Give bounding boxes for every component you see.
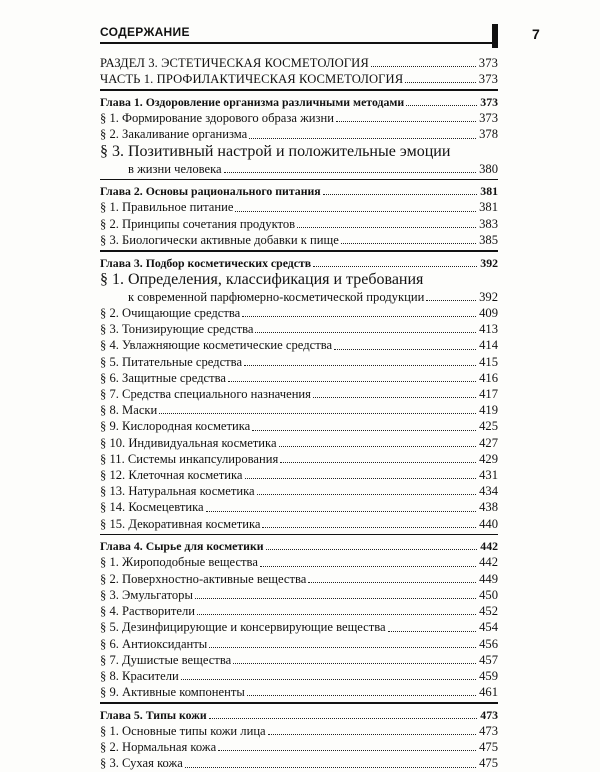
toc-section-entry[interactable] — [100, 402, 498, 418]
entry-page: 438 — [479, 500, 498, 515]
toc-section-entry[interactable] — [100, 110, 498, 126]
dot-leader — [206, 511, 477, 512]
entry-label: § 15. Декоративная косметика — [100, 516, 261, 531]
entry-label: § 7. Средства специального назначения — [100, 386, 311, 401]
entry-page: 373 — [478, 72, 498, 87]
entry-label: к современной парфюмерно-косметической продукции — [128, 289, 425, 304]
toc-chapter-entry[interactable] — [100, 707, 498, 723]
entry-label: § 1. Правильное питание — [100, 200, 234, 215]
entry-label: § 1. Жироподобные вещества — [100, 555, 258, 570]
entry-label: § 2. Закаливание организма — [100, 127, 248, 142]
toc-section-entry[interactable] — [100, 199, 498, 215]
dot-leader — [244, 365, 476, 366]
entry-label: § 2. Поверхностно-активные вещества — [100, 571, 307, 586]
dot-leader — [308, 582, 476, 583]
entry-label: § 9. Активные компоненты — [100, 685, 245, 700]
entry-page: 381 — [479, 200, 498, 215]
dot-leader — [388, 631, 476, 632]
entry-page: 473 — [479, 724, 498, 739]
running-head: СОДЕРЖАНИЕ — [100, 25, 190, 39]
entry-label: § 3. Биологически активные добавки к пище — [100, 232, 339, 247]
entry-page: 461 — [479, 685, 498, 700]
dot-leader — [313, 266, 477, 267]
section-divider — [100, 702, 498, 704]
dot-leader — [405, 82, 476, 83]
toc-section-entry[interactable] — [100, 435, 498, 451]
entry-label: § 6. Защитные средства — [100, 370, 226, 385]
toc-section-entry[interactable] — [100, 636, 498, 652]
dot-leader — [426, 300, 476, 301]
entry-label: § 4. Увлажняющие косметические средства — [100, 338, 333, 353]
entry-page: 373 — [480, 94, 498, 109]
dot-leader — [313, 397, 476, 398]
entry-page: 442 — [480, 539, 498, 554]
entry-label: Глава 1. Оздоровление организма различными методами — [100, 94, 405, 109]
entry-label: § 3. Тонизирующие средства — [100, 322, 254, 337]
page-header — [100, 24, 498, 46]
dot-leader — [371, 66, 476, 67]
dot-leader — [197, 614, 476, 615]
entry-label: Глава 4. Сырье для косметики — [100, 539, 264, 554]
entry-page: 429 — [479, 451, 498, 466]
toc-section-entry[interactable] — [100, 668, 498, 684]
toc-section-entry[interactable] — [100, 499, 498, 515]
entry-page: 373 — [478, 56, 498, 70]
toc-section-entry[interactable] — [100, 483, 498, 499]
entry-label: § 1. Основные типы кожи лица — [100, 724, 266, 739]
dot-leader — [279, 446, 477, 447]
entry-page: 442 — [479, 555, 498, 570]
entry-page: 449 — [479, 571, 498, 586]
page-number: 7 — [532, 26, 540, 42]
dot-leader — [255, 332, 476, 333]
entry-label: Глава 3. Подбор косметических средств — [100, 255, 312, 270]
toc-section-entry[interactable] — [100, 467, 498, 483]
entry-page: 452 — [479, 604, 498, 619]
entry-page: 383 — [479, 216, 498, 231]
entry-label: § 2. Нормальная кожа — [100, 740, 217, 755]
entry-page: 440 — [479, 516, 498, 531]
entry-label: Глава 5. Типы кожи — [100, 707, 207, 722]
toc-section-entry[interactable] — [100, 337, 498, 353]
dot-leader — [242, 316, 476, 317]
toc-section-entry[interactable] — [100, 232, 498, 248]
entry-label: ЧАСТЬ 1. ПРОФИЛАКТИЧЕСКАЯ КОСМЕТОЛОГИЯ — [100, 72, 404, 87]
entry-page: 419 — [479, 403, 498, 418]
entry-label: § 9. Кислородная косметика — [100, 419, 251, 434]
entry-page: 392 — [479, 289, 498, 304]
entry-page: 409 — [479, 305, 498, 320]
section-divider — [100, 250, 498, 252]
toc-chapter-entry[interactable] — [100, 94, 498, 110]
dot-leader — [218, 750, 476, 751]
dot-leader — [247, 695, 476, 696]
dot-leader — [297, 227, 476, 228]
entry-page: 457 — [479, 652, 498, 667]
dot-leader — [323, 194, 478, 195]
entry-page: 425 — [479, 419, 498, 434]
entry-page: 431 — [479, 467, 498, 482]
header-rule — [100, 42, 498, 44]
dot-leader — [341, 243, 476, 244]
section-divider — [100, 534, 498, 536]
toc-section-entry[interactable] — [100, 216, 498, 232]
entry-page: 475 — [479, 740, 498, 755]
dot-leader — [209, 647, 476, 648]
entry-label: § 3. Сухая кожа — [100, 756, 183, 771]
entry-page: 378 — [479, 127, 498, 142]
entry-page: 381 — [480, 184, 498, 199]
header-bar — [492, 24, 498, 48]
toc-section-entry[interactable] — [100, 451, 498, 467]
section-divider — [100, 179, 498, 181]
entry-label: § 5. Питательные средства — [100, 354, 243, 369]
entry-label: § 1. Формирование здорового образа жизни — [100, 111, 334, 126]
dot-leader — [252, 430, 476, 431]
entry-label: § 3. Эмульгаторы — [100, 587, 193, 602]
entry-page: 475 — [479, 756, 498, 771]
toc-section-entry[interactable] — [100, 723, 498, 739]
dot-leader — [266, 549, 478, 550]
entry-page: 392 — [480, 255, 498, 270]
toc-section-entry[interactable] — [100, 354, 498, 370]
entry-page: 416 — [479, 370, 498, 385]
toc-section-entry[interactable] — [100, 652, 498, 668]
entry-page: 413 — [479, 322, 498, 337]
toc-section-entry[interactable] — [100, 755, 498, 771]
toc-section-entry[interactable] — [100, 554, 498, 570]
entry-page: 427 — [479, 435, 498, 450]
toc-part-entry[interactable] — [100, 71, 498, 87]
entry-label: § 2. Принципы сочетания продуктов — [100, 216, 296, 231]
entry-label: § 12. Клеточная косметика — [100, 467, 243, 482]
dot-leader — [235, 211, 476, 212]
toc-chapter-entry[interactable] — [100, 255, 498, 271]
entry-label: § 8. Маски — [100, 403, 158, 418]
entry-page: 456 — [479, 636, 498, 651]
section-divider — [100, 89, 498, 91]
dot-leader — [336, 121, 476, 122]
toc-section-entry[interactable] — [100, 289, 498, 305]
entry-page: 473 — [480, 707, 498, 722]
entry-label: § 14. Космецевтика — [100, 500, 204, 515]
entry-label: § 11. Системы инкапсулирования — [100, 451, 279, 466]
dot-leader — [249, 138, 476, 139]
entry-label: § 2. Очищающие средства — [100, 305, 241, 320]
entry-label: РАЗДЕЛ 3. ЭСТЕТИЧЕСКАЯ КОСМЕТОЛОГИЯ — [100, 56, 369, 70]
toc-section-entry[interactable] — [100, 603, 498, 619]
toc-section-entry[interactable] — [100, 321, 498, 337]
dot-leader — [334, 349, 476, 350]
dot-leader — [268, 734, 476, 735]
dot-leader — [406, 105, 477, 106]
dot-leader — [228, 381, 476, 382]
toc-section-first-line[interactable]: § 3. Позитивный настрой и положительные эмоции — [100, 142, 451, 160]
entry-label: § 10. Индивидуальная косметика — [100, 435, 277, 450]
entry-label: § 6. Антиоксиданты — [100, 636, 208, 651]
dot-leader — [181, 679, 476, 680]
toc-section-entry[interactable] — [100, 571, 498, 587]
entry-page: 454 — [479, 620, 498, 635]
entry-label: в жизни человека — [128, 161, 222, 176]
toc-section-entry[interactable] — [100, 386, 498, 402]
toc-section-entry[interactable] — [100, 684, 498, 700]
entry-page: 450 — [479, 587, 498, 602]
dot-leader — [245, 478, 477, 479]
dot-leader — [185, 767, 476, 768]
entry-page: 434 — [479, 484, 498, 499]
entry-label: § 13. Натуральная косметика — [100, 484, 255, 499]
entry-label: § 5. Дезинфицирующие и консервирующие вещества — [100, 620, 386, 635]
entry-page: 417 — [479, 386, 498, 401]
dot-leader — [209, 718, 478, 719]
toc-section-entry[interactable] — [100, 516, 498, 532]
entry-page: 373 — [479, 111, 498, 126]
toc-section-entry[interactable] — [100, 739, 498, 755]
dot-leader — [262, 527, 476, 528]
toc-section-entry[interactable] — [100, 418, 498, 434]
entry-label: § 4. Растворители — [100, 604, 196, 619]
toc-section-entry[interactable] — [100, 370, 498, 386]
entry-page: 459 — [479, 668, 498, 683]
toc-chapter-entry[interactable] — [100, 183, 498, 199]
entry-label: § 8. Красители — [100, 668, 179, 683]
entry-page: 380 — [479, 161, 498, 176]
entry-label: Глава 2. Основы рационального питания — [100, 184, 321, 199]
table-of-contents — [100, 55, 498, 772]
dot-leader — [260, 566, 476, 567]
toc-part-entry[interactable] — [100, 55, 498, 71]
entry-page: 415 — [479, 354, 498, 369]
toc-section-entry[interactable] — [100, 305, 498, 321]
toc-section-entry[interactable] — [100, 161, 498, 177]
toc-chapter-entry[interactable] — [100, 538, 498, 554]
entry-page: 385 — [479, 232, 498, 247]
dot-leader — [195, 598, 476, 599]
toc-section-first-line[interactable]: § 1. Определения, классификация и требования — [100, 270, 424, 288]
toc-section-entry[interactable] — [100, 587, 498, 603]
dot-leader — [224, 172, 476, 173]
dot-leader — [233, 663, 476, 664]
toc-section-entry[interactable] — [100, 126, 498, 142]
entry-page: 414 — [479, 338, 498, 353]
dot-leader — [280, 462, 476, 463]
dot-leader — [159, 413, 476, 414]
entry-label: § 7. Душистые вещества — [100, 652, 232, 667]
toc-section-entry[interactable] — [100, 619, 498, 635]
dot-leader — [257, 494, 476, 495]
